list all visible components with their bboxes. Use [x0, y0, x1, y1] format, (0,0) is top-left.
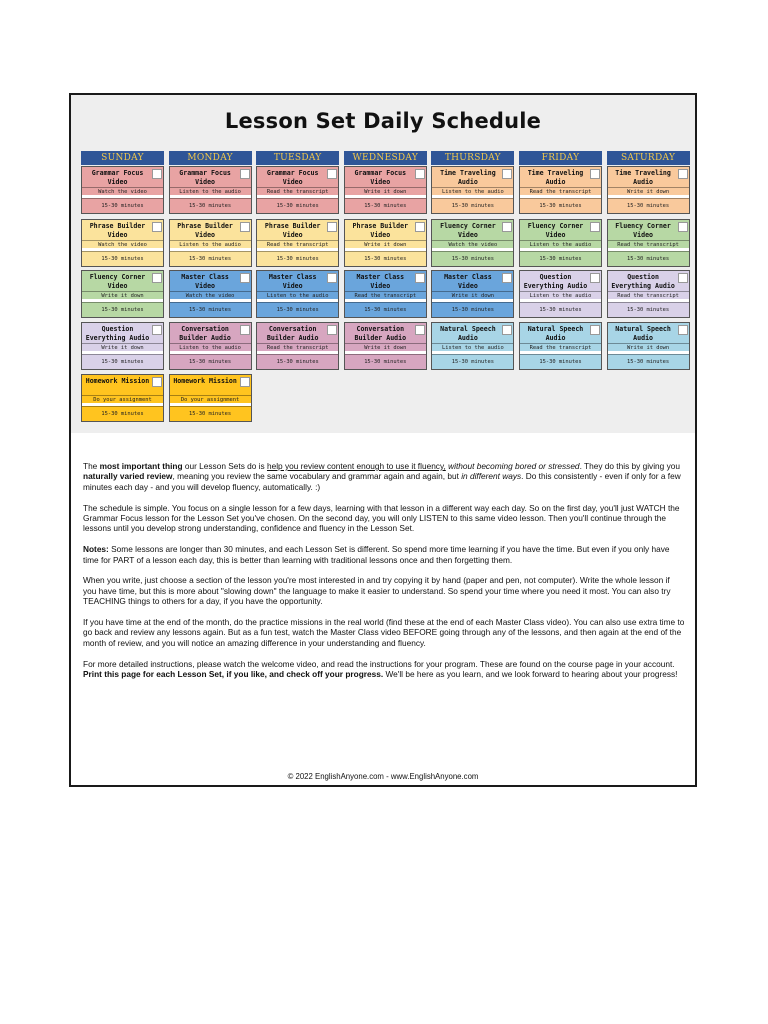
notes-label: Notes:	[83, 544, 109, 555]
lesson-task: Do your assignment	[82, 395, 163, 403]
lesson-title: Conversation Builder Audio	[354, 325, 407, 342]
day-header-tuesday: TUESDAY	[256, 151, 339, 165]
text-bold: Print this page for each Lesson Set, if you like, and check off your progress.	[83, 669, 384, 680]
checkbox[interactable]	[415, 169, 425, 179]
day-header-thursday: THURSDAY	[431, 151, 514, 165]
lesson-duration: 15-30 minutes	[345, 251, 426, 266]
paragraph-notes	[83, 544, 685, 565]
lesson-task: Listen to the audio	[170, 240, 251, 248]
lesson-task: Read the transcript	[257, 187, 338, 195]
lesson-card	[81, 322, 164, 370]
lesson-title: Master Class Video	[181, 273, 229, 290]
lesson-card	[344, 270, 427, 318]
lesson-card	[81, 374, 164, 422]
lesson-card	[344, 322, 427, 370]
lesson-title: Fluency Corner Video	[615, 222, 671, 239]
checkbox[interactable]	[240, 377, 250, 387]
lesson-duration: 15-30 minutes	[608, 198, 689, 213]
copyright-footer: © 2022 EnglishAnyone.com - www.EnglishAnyone.com	[287, 772, 479, 781]
lesson-title: Question Everything Audio	[85, 325, 150, 342]
lesson-card	[607, 219, 690, 267]
lesson-duration: 15-30 minutes	[432, 198, 513, 213]
lesson-task: Listen to the audio	[257, 291, 338, 299]
text-bold: most important thing	[99, 461, 183, 471]
lesson-title: Grammar Focus Video	[354, 169, 407, 186]
lesson-task: Write it down	[345, 240, 426, 248]
checkbox[interactable]	[152, 325, 162, 335]
lesson-title: Phrase Builder Video	[352, 222, 409, 239]
lesson-duration: 15-30 minutes	[432, 251, 513, 266]
lesson-title: Homework Mission	[85, 377, 150, 385]
lesson-duration: 15-30 minutes	[82, 354, 163, 369]
instructions	[83, 461, 685, 690]
lesson-card	[519, 270, 602, 318]
checkbox[interactable]	[152, 377, 162, 387]
text: The	[83, 461, 100, 471]
lesson-card	[169, 270, 252, 318]
lesson-title: Fluency Corner Video	[527, 222, 584, 239]
lesson-task: Write it down	[345, 187, 426, 195]
paragraph-instructions	[83, 659, 685, 680]
text-italic: in different ways	[461, 471, 522, 482]
paragraph-writing: When you write, just choose a section of the lesson you're most interested in and try copying it by hand (paper and pen, not computer). Write the whole lesson if you have time, but this is more about "slowing down" the language to make it easier to understand. So spend your time where you need it most. You can also try TEACHING things to others for a day, if you have the opportunity.	[83, 575, 671, 607]
lesson-duration: 15-30 minutes	[520, 302, 601, 317]
lesson-card	[431, 219, 514, 267]
lesson-title: Time Traveling Audio	[615, 169, 671, 186]
text-underlined: help you review content enough to use it fluency,	[266, 461, 446, 471]
lesson-task: Listen to the audio	[170, 187, 251, 195]
lesson-card	[81, 219, 164, 267]
lesson-task: Read the transcript	[520, 343, 601, 351]
checkbox[interactable]	[415, 325, 425, 335]
lesson-card	[344, 166, 427, 214]
checkbox[interactable]	[678, 273, 688, 283]
lesson-task: Listen to the audio	[170, 343, 251, 351]
lesson-duration: 15-30 minutes	[257, 251, 338, 266]
lesson-task: Write it down	[608, 343, 689, 351]
lesson-task: Do your assignment	[170, 395, 251, 403]
checkbox[interactable]	[152, 169, 162, 179]
lesson-card	[169, 219, 252, 267]
lesson-card	[169, 166, 252, 214]
lesson-task: Write it down	[82, 343, 163, 351]
lesson-duration: 15-30 minutes	[608, 251, 689, 266]
text: our Lesson Sets do is	[182, 461, 267, 471]
lesson-duration: 15-30 minutes	[520, 251, 601, 266]
lesson-title: Master Class Video	[268, 273, 317, 290]
lesson-card	[519, 219, 602, 267]
lesson-task: Watch the video	[82, 240, 163, 248]
checkbox[interactable]	[590, 169, 600, 179]
lesson-card	[607, 322, 690, 370]
checkbox[interactable]	[502, 325, 512, 335]
lesson-duration: 15-30 minutes	[82, 302, 163, 317]
lesson-card	[81, 270, 164, 318]
lesson-title: Conversation Builder Audio	[179, 325, 231, 342]
lesson-task: Write it down	[345, 343, 426, 351]
day-header-saturday: SATURDAY	[607, 151, 690, 165]
lesson-title: Phrase Builder Video	[177, 222, 233, 239]
checkbox[interactable]	[240, 222, 250, 232]
checkbox[interactable]	[590, 222, 600, 232]
lesson-title: Phrase Builder Video	[264, 222, 321, 239]
lesson-task: Listen to the audio	[432, 187, 513, 195]
checkbox[interactable]	[152, 222, 162, 232]
lesson-duration: 15-30 minutes	[170, 251, 251, 266]
lesson-duration: 15-30 minutes	[432, 354, 513, 369]
day-header-sunday: SUNDAY	[81, 151, 164, 165]
lesson-title: Grammar Focus Video	[266, 169, 319, 186]
lesson-card	[431, 270, 514, 318]
text: . Do this consistently - even if only for a few minutes each day - and you will develop fluency, automatically. :)	[83, 471, 681, 492]
checkbox[interactable]	[415, 222, 425, 232]
lesson-title: Master Class Video	[444, 273, 492, 290]
checkbox[interactable]	[240, 273, 250, 283]
lesson-duration: 15-30 minutes	[608, 354, 689, 369]
checkbox[interactable]	[678, 325, 688, 335]
text: Some lessons are longer than 30 minutes, and each Lesson Set is different. So spend more time learning if you have the time. But even if you only have time for PART of a lesson each day, this is better than learning with traditional lessons once and then forgetting them.	[83, 544, 670, 565]
lesson-title: Grammar Focus Video	[179, 169, 231, 186]
lesson-duration: 15-30 minutes	[257, 302, 338, 317]
checkbox[interactable]	[327, 169, 337, 179]
lesson-card	[519, 166, 602, 214]
day-header-friday: FRIDAY	[519, 151, 602, 165]
lesson-card	[256, 322, 339, 370]
text: , meaning you review the same vocabulary and grammar again and again, but	[172, 471, 462, 482]
checkbox[interactable]	[590, 325, 600, 335]
lesson-title: Fluency Corner Video	[440, 222, 496, 239]
lesson-card	[256, 270, 339, 318]
checkbox[interactable]	[502, 222, 512, 232]
lesson-title: Question Everything Audio	[611, 273, 675, 290]
lesson-duration: 15-30 minutes	[520, 198, 601, 213]
lesson-title: Natural Speech Audio	[615, 325, 671, 342]
checkbox[interactable]	[678, 169, 688, 179]
checkbox[interactable]	[327, 222, 337, 232]
lesson-task: Read the transcript	[257, 240, 338, 248]
lesson-title: Fluency Corner Video	[89, 273, 146, 290]
text-italic: without becoming bored or stressed	[448, 461, 580, 471]
lesson-duration: 15-30 minutes	[257, 198, 338, 213]
lesson-title: Conversation Builder Audio	[266, 325, 319, 342]
lesson-task: Listen to the audio	[520, 291, 601, 299]
lesson-card	[256, 219, 339, 267]
lesson-duration: 15-30 minutes	[345, 198, 426, 213]
lesson-card	[607, 270, 690, 318]
lesson-task: Listen to the audio	[520, 240, 601, 248]
lesson-card	[169, 322, 252, 370]
text: . They do this by giving you	[579, 461, 680, 471]
lesson-title: Phrase Builder Video	[89, 222, 146, 239]
lesson-card	[431, 166, 514, 214]
lesson-duration: 15-30 minutes	[82, 251, 163, 266]
lesson-duration: 15-30 minutes	[170, 354, 251, 369]
lesson-duration: 15-30 minutes	[82, 406, 163, 421]
lesson-card	[519, 322, 602, 370]
checkbox[interactable]	[327, 273, 337, 283]
lesson-title: Question Everything Audio	[523, 273, 588, 290]
page-title: Lesson Set Daily Schedule	[224, 109, 542, 133]
lesson-card	[81, 166, 164, 214]
lesson-task: Write it down	[432, 291, 513, 299]
text: For more detailed instructions, please watch the welcome video, and read the instructions for your program. These are found on the course page in your account.	[83, 658, 675, 669]
lesson-card	[256, 166, 339, 214]
lesson-title: Time Traveling Audio	[440, 169, 496, 186]
paragraph-schedule: The schedule is simple. You focus on a single lesson for a few days, learning with that lesson in a different way each day. So on the first day, you'll just WATCH the Grammar Focus lesson for the Lesson Set you've chosen. On the second day, you will only LISTEN to this same video lesson. Then you'll continue through the lessons until you develop strong understanding, confidence and fluency in the Lesson Set.	[83, 502, 680, 534]
lesson-duration: 15-30 minutes	[345, 302, 426, 317]
checkbox[interactable]	[502, 273, 512, 283]
lesson-duration: 15-30 minutes	[82, 198, 163, 213]
checkbox[interactable]	[152, 273, 162, 283]
checkbox[interactable]	[240, 325, 250, 335]
lesson-task: Read the transcript	[257, 343, 338, 351]
checkbox[interactable]	[502, 169, 512, 179]
lesson-title: Grammar Focus Video	[91, 169, 144, 186]
lesson-task: Write it down	[82, 291, 163, 299]
lesson-title: Master Class Video	[356, 273, 405, 290]
lesson-card	[169, 374, 252, 422]
checkbox[interactable]	[678, 222, 688, 232]
lesson-task: Listen to the audio	[432, 343, 513, 351]
lesson-duration: 15-30 minutes	[257, 354, 338, 369]
lesson-title: Time Traveling Audio	[527, 169, 584, 186]
checkbox[interactable]	[415, 273, 425, 283]
day-header-wednesday: WEDNESDAY	[344, 151, 427, 165]
lesson-title: Natural Speech Audio	[440, 325, 496, 342]
lesson-title: Natural Speech Audio	[527, 325, 584, 342]
text: We'll be here as you learn, and we look forward to hearing about your progress!	[383, 669, 678, 680]
lesson-card	[431, 322, 514, 370]
checkbox[interactable]	[240, 169, 250, 179]
lesson-duration: 15-30 minutes	[170, 302, 251, 317]
lesson-title: Homework Mission	[173, 377, 237, 385]
checkbox[interactable]	[590, 273, 600, 283]
lesson-task: Read the transcript	[608, 240, 689, 248]
lesson-duration: 15-30 minutes	[170, 406, 251, 421]
lesson-task: Watch the video	[170, 291, 251, 299]
lesson-card	[607, 166, 690, 214]
lesson-duration: 15-30 minutes	[520, 354, 601, 369]
paragraph-extra-time: If you have time at the end of the month, do the practice missions in the real world (find these at the end of each Master Class video). You can also use extra time to go back and review any lessons again. But as a fun test, watch the Master Class video BEFORE going through any of the lessons, and then again at the end of the month of review, and you will notice an amazing difference in your understanding and fluency.	[83, 617, 685, 648]
lesson-duration: 15-30 minutes	[170, 198, 251, 213]
lesson-task: Read the transcript	[345, 291, 426, 299]
day-header-monday: MONDAY	[169, 151, 252, 165]
lesson-duration: 15-30 minutes	[608, 302, 689, 317]
text-bold: naturally varied review	[83, 471, 173, 482]
checkbox[interactable]	[327, 325, 337, 335]
lesson-card	[344, 219, 427, 267]
lesson-task: Write it down	[608, 187, 689, 195]
schedule-panel	[71, 95, 695, 433]
lesson-duration: 15-30 minutes	[345, 354, 426, 369]
lesson-task: Read the transcript	[608, 291, 689, 299]
lesson-task: Read the transcript	[520, 187, 601, 195]
lesson-task: Watch the video	[82, 187, 163, 195]
paragraph-intro	[83, 461, 685, 492]
lesson-task: Watch the video	[432, 240, 513, 248]
lesson-duration: 15-30 minutes	[432, 302, 513, 317]
schedule-page	[69, 93, 697, 787]
